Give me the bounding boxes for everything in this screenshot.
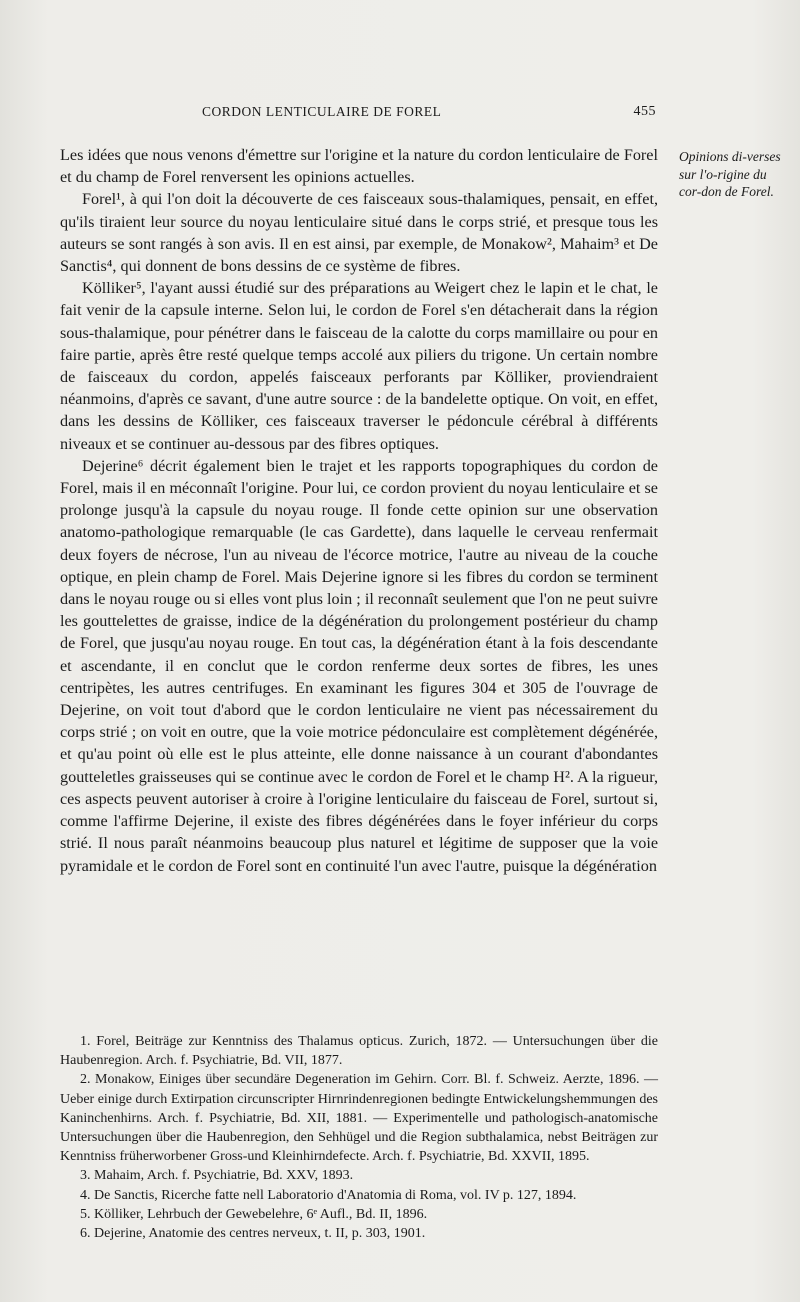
footnote: 4. De Sanctis, Ricerche fatte nell Laboratorio d'Anatomia di Roma, vol. IV p. 127, 1894.	[80, 1187, 577, 1203]
main-text	[60, 144, 658, 877]
footnote: 6. Dejerine, Anatomie des centres nerveux, t. II, p. 303, 1901.	[80, 1226, 426, 1242]
running-title: CORDON LENTICULAIRE DE FOREL	[202, 104, 442, 119]
paragraph: Les idées que nous venons d'émettre sur l'origine et la nature du cordon lenticulaire de Forel et du champ de Forel renversent les opinions actuelles.	[60, 146, 658, 187]
margin-note: Opinions di-verses sur l'o-rigine du cor-don de Forel.	[679, 149, 781, 199]
paragraph: Dejerine⁶ décrit également bien le trajet et les rapports topographiques du cordon de Forel, mais il en méconnaît l'origine. Pour lui, ce cordon provient du noyau lenticulaire et se prolonge jusqu'à la capsule du noyau rouge. Il fonde cette opinion sur une observation anatomo-pathologique remarquable (le cas Gardette), dans laquelle le cerveau renfermait deux foyers de nécrose, l'un au niveau de l'écorce motrice, l'autre au niveau de la couche optique, en plein champ de Forel. Mais Dejerine ignore si les fibres du cordon se terminent dans le noyau rouge ou si elles vont plus loin ; il reconnaît seulement que l'on ne peut suivre les gouttelettes de graisse, indice de la dégénération du prolongement postérieur du champ de Forel, que jusqu'au noyau rouge. En tout cas, la dégénération étant à la fois descendante et ascendante, il en conclut que le cordon renferme deux sortes de fibres, les unes centripètes, les autres centrifuges. En examinant les figures 304 et 305 de l'ouvrage de Dejerine, on voit tout d'abord que le cordon lenticulaire ne vient pas nécessairement du corps strié ; on voit en outre, que la voie motrice pédonculaire est complètement dégénérée, et qu'au point où elle est le plus atteinte, elle donne naissance à un courant d'abondantes goutteletles graisseuses qui se continue avec le cordon de Forel et le champ H². A la rigueur, ces aspects peuvent autoriser à croire à l'origine lenticulaire du faisceau de Forel, surtout si, comme l'affirme Dejerine, il existe des fibres dégénérées dans le foyer inférieur du corps strié. Il nous paraît néanmoins beaucoup plus naturel et légitime de supposer que la voie pyramidale et le cordon de Forel sont en continuité l'un avec l'autre, puisque la dégénération	[60, 456, 658, 875]
footnote: 2. Monakow, Einiges über secundäre Degeneration im Gehirn. Corr. Bl. f. Schweiz. Aerzte, 1896. — Ueber einige durch Extirpation circunscripter Hirnrindenregionen bedingte Entwickelungshemmungen des Kaninchenhirns. Arch. f. Psychiatrie, Bd. XII, 1881. — Experimentelle und pathologisch-anatomische Untersuchungen über die Haubenregion, den Sehhügel und die Region subthalamica, nebst Beiträgen zur Kenntniss früherworbener Gross-und Kleinhirndefecte. Arch. f. Psychiatrie, Bd. XXVII, 1895.	[60, 1072, 658, 1165]
footnotes	[60, 1032, 658, 1243]
footnote: 1. Forel, Beiträge zur Kenntniss des Thalamus opticus. Zurich, 1872. — Untersuchungen über die Haubenregion. Arch. f. Psychiatrie, Bd. VII, 1877.	[60, 1034, 658, 1069]
paragraph: Forel¹, à qui l'on doit la découverte de ces faisceaux sous-thalamiques, pensait, en effet, qu'ils tiraient leur source du noyau lenticulaire situé dans le corps strié, et presque tous les auteurs se sont rangés à son avis. Il en est ainsi, par exemple, de Monakow², Mahaim³ et De Sanctis⁴, qui donnent de bons dessins de ce système de fibres.	[60, 190, 658, 276]
page-number: 455	[633, 104, 656, 119]
running-header	[60, 104, 658, 124]
paragraph: Kölliker⁵, l'ayant aussi étudié sur des préparations au Weigert chez le lapin et le chat, le fait venir de la capsule interne. Selon lui, le cordon de Forel s'en détacherait dans la région sous-thalamique, pour pénétrer dans le faisceau de la calotte du corps mamillaire ou pour en faire partie, après être resté quelque temps accolé aux piliers du trigone. Un certain nombre de faisceaux du cordon, appelés faisceaux perforants par Kölliker, proviendraient néanmoins, d'après ce savant, d'une autre source : de la bandelette optique. On voit, en effet, dans les dessins de Kölliker, ces faisceaux traverser le pédoncule cérébral à différents niveaux et se continuer au-dessous par des fibres optiques.	[60, 279, 658, 453]
footnote: 3. Mahaim, Arch. f. Psychiatrie, Bd. XXV, 1893.	[80, 1168, 354, 1184]
footnote: 5. Kölliker, Lehrbuch der Gewebelehre, 6ᵉ Aufl., Bd. II, 1896.	[80, 1206, 428, 1222]
